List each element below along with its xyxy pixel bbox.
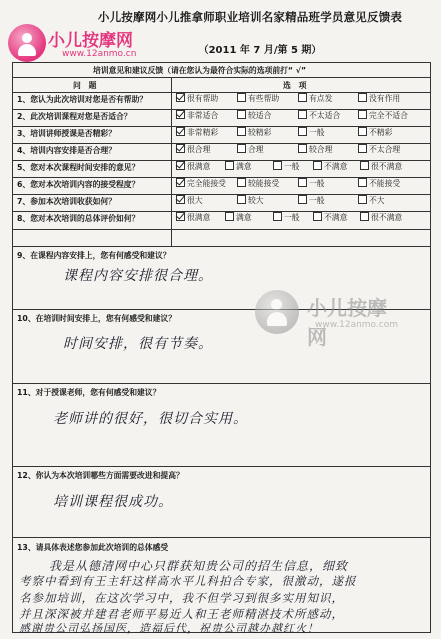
checkbox-icon[interactable]: [273, 212, 282, 221]
checkbox-icon[interactable]: [360, 212, 369, 221]
checkbox-checked-icon[interactable]: [176, 178, 185, 187]
option-label: 不太合理: [369, 145, 401, 154]
option-label: 较合理: [309, 145, 333, 154]
watermark-url: www.12anmo.com: [315, 320, 398, 330]
option-label: 不精彩: [369, 128, 393, 137]
checkbox-checked-icon[interactable]: [176, 93, 185, 102]
answer-13-line-2: 考察中看到有王主轩这样高水平儿科拍合专家，很激动，遂报: [19, 574, 357, 588]
answer-9: 课程内容安排很合理。: [63, 268, 213, 284]
q8-option-1[interactable]: [176, 212, 210, 223]
q6-option-4[interactable]: [358, 178, 400, 189]
q8-option-3[interactable]: [273, 212, 300, 223]
q5-option-2[interactable]: [225, 161, 252, 172]
answer-13-line-1: 我是从德清网中心只群获知贵公司的招生信息，细致: [49, 559, 349, 573]
option-label: 很有帮助: [187, 94, 219, 103]
option-label: 不太适合: [309, 111, 341, 120]
q4-option-2[interactable]: [237, 144, 264, 155]
option-label: 较精彩: [248, 128, 272, 137]
checkbox-icon[interactable]: [225, 161, 234, 170]
checkbox-icon[interactable]: [237, 127, 246, 136]
question-6: 6、您对本次培训内容的接受程度？: [17, 180, 140, 189]
q7-option-2[interactable]: [237, 195, 264, 206]
q2-option-2[interactable]: [237, 110, 271, 121]
q4-option-3[interactable]: [298, 144, 332, 155]
option-label: 不大: [369, 196, 385, 205]
option-label: 较大: [248, 196, 264, 205]
option-label: 非常精彩: [187, 128, 219, 137]
q2-option-1[interactable]: [176, 110, 218, 121]
question-7: 7、参加本次培训收获如何？: [17, 197, 116, 206]
question-5: 5、您对本次课程时间安排的意见？: [17, 163, 140, 172]
option-label: 较能接受: [248, 179, 280, 188]
answer-13-line-5: 感谢贵公司弘扬国医，造福后代，祝贵公司越办越红火！: [19, 622, 319, 635]
q3-option-3[interactable]: [298, 127, 325, 138]
checkbox-checked-icon[interactable]: [176, 212, 185, 221]
q5-option-1[interactable]: [176, 161, 210, 172]
option-label: 有点发: [309, 94, 333, 103]
checkbox-icon[interactable]: [298, 178, 307, 187]
q1-option-1[interactable]: [176, 93, 218, 104]
question-13: 13、请具体表述您参加此次培训的总体感受: [17, 543, 169, 552]
table-instruction: 培训意见和建议反馈（请在您认为最符合实际的选项前打“ √”: [93, 66, 307, 75]
checkbox-icon[interactable]: [237, 195, 246, 204]
q5-option-5[interactable]: [360, 161, 402, 172]
checkbox-icon[interactable]: [358, 93, 367, 102]
answer-12: 培训课程很成功。: [53, 494, 173, 510]
q8-option-4[interactable]: [313, 212, 347, 223]
checkbox-icon[interactable]: [358, 127, 367, 136]
option-label: 较适合: [248, 111, 272, 120]
option-label: 一般: [284, 162, 300, 171]
option-label: 满意: [236, 213, 252, 222]
option-label: 不满意: [324, 213, 348, 222]
option-label: 满意: [236, 162, 252, 171]
option-label: 合理: [248, 145, 264, 154]
q3-option-2[interactable]: [237, 127, 271, 138]
logo-badge-icon: [8, 24, 46, 62]
option-label: 非常适合: [187, 111, 219, 120]
option-label: 不满意: [324, 162, 348, 171]
checkbox-icon[interactable]: [313, 212, 322, 221]
site-logo: [8, 22, 138, 64]
checkbox-icon[interactable]: [237, 93, 246, 102]
q8-option-5[interactable]: [360, 212, 402, 223]
answer-10: 时间安排，很有节奏。: [63, 336, 213, 352]
checkbox-icon[interactable]: [358, 195, 367, 204]
option-label: 完全能接受: [187, 179, 226, 188]
checkbox-icon[interactable]: [298, 93, 307, 102]
q1-option-4[interactable]: [358, 93, 400, 104]
option-label: 有些帮助: [248, 94, 280, 103]
logo-url: www.12anmo.cn: [62, 49, 137, 59]
checkbox-checked-icon[interactable]: [176, 110, 185, 119]
q1-option-3[interactable]: [298, 93, 332, 104]
option-label: 没有作用: [369, 94, 401, 103]
watermark-name: 小儿按摩网: [307, 296, 387, 349]
checkbox-icon[interactable]: [237, 178, 246, 187]
option-label: 很满意: [187, 213, 211, 222]
question-4: 4、培训内容安排是否合理？: [17, 146, 116, 155]
option-label: 很不满意: [371, 162, 403, 171]
q4-option-1[interactable]: [176, 144, 210, 155]
q6-option-1[interactable]: [176, 178, 226, 189]
checkbox-icon[interactable]: [273, 161, 282, 170]
checkbox-icon[interactable]: [225, 212, 234, 221]
checkbox-checked-icon[interactable]: [176, 144, 185, 153]
question-8: 8、您对本次培训的总体评价如何？: [17, 214, 140, 223]
form-title: 小儿按摩网小儿推拿师职业培训名家精品班学员意见反馈表: [97, 10, 403, 24]
q1-option-2[interactable]: [237, 93, 279, 104]
checkbox-icon[interactable]: [358, 144, 367, 153]
checkbox-icon[interactable]: [358, 178, 367, 187]
option-label: 完全不适合: [369, 111, 408, 120]
option-label: 很满意: [187, 162, 211, 171]
watermark: [255, 290, 405, 350]
watermark-badge-icon: [255, 290, 299, 334]
option-label: 很合理: [187, 145, 211, 154]
checkbox-checked-icon[interactable]: [176, 195, 185, 204]
option-label: 一般: [309, 196, 325, 205]
option-label: 一般: [309, 179, 325, 188]
logo-name: 小儿按摩网: [48, 31, 133, 51]
question-3: 3、培训讲师授课是否精彩？: [17, 129, 116, 138]
q5-option-3[interactable]: [273, 161, 300, 172]
column-header-question: 问 题: [73, 81, 97, 90]
checkbox-icon[interactable]: [360, 161, 369, 170]
q8-option-2[interactable]: [225, 212, 252, 223]
checkbox-icon[interactable]: [237, 144, 246, 153]
form-subtitle: （2011 年 7 月/第 5 期）: [198, 45, 322, 56]
q4-option-4[interactable]: [358, 144, 400, 155]
question-1: 1、您认为此次培训对您是否有帮助？: [17, 95, 148, 104]
q3-option-4[interactable]: [358, 127, 392, 138]
answer-13-line-3: 名参加培训，在这次学习中，我不但学习到很多实用知识，: [19, 591, 344, 605]
checkbox-icon[interactable]: [298, 195, 307, 204]
checkbox-icon[interactable]: [313, 161, 322, 170]
checkbox-checked-icon[interactable]: [176, 127, 185, 136]
answer-13-line-4: 并且深深被并建君老师平易近人和王老师精湛技术所感动，: [19, 607, 344, 621]
q7-option-4[interactable]: [358, 195, 385, 206]
question-10: 10、在培训时间安排上，您有何感受和建议？: [17, 314, 176, 323]
q2-option-3[interactable]: [298, 110, 340, 121]
q7-option-3[interactable]: [298, 195, 325, 206]
answer-11: 老师讲的很好，很切合实用。: [53, 411, 248, 427]
q6-option-2[interactable]: [237, 178, 279, 189]
q6-option-3[interactable]: [298, 178, 325, 189]
q7-option-1[interactable]: [176, 195, 203, 206]
checkbox-icon[interactable]: [298, 110, 307, 119]
q5-option-4[interactable]: [313, 161, 347, 172]
option-label: 很大: [187, 196, 203, 205]
q3-option-1[interactable]: [176, 127, 218, 138]
option-label: 不能接受: [369, 179, 401, 188]
checkbox-checked-icon[interactable]: [176, 161, 185, 170]
q2-option-4[interactable]: [358, 110, 408, 121]
question-12: 12、你认为本次培训哪些方面需要改进和提高？: [17, 471, 184, 480]
option-label: 一般: [309, 128, 325, 137]
option-label: 一般: [284, 213, 300, 222]
checkbox-icon[interactable]: [237, 110, 246, 119]
question-2: 2、此次培训课程对您是否适合？: [17, 112, 132, 121]
question-9: 9、在课程内容安排上，您有何感受和建议？: [17, 251, 171, 260]
checkbox-icon[interactable]: [358, 110, 367, 119]
checkbox-icon[interactable]: [298, 127, 307, 136]
checkbox-icon[interactable]: [298, 144, 307, 153]
column-header-options: 选 项: [283, 81, 307, 90]
question-11: 11、对于授课老师，您有何感受和建议？: [17, 388, 161, 397]
option-label: 很不满意: [371, 213, 403, 222]
